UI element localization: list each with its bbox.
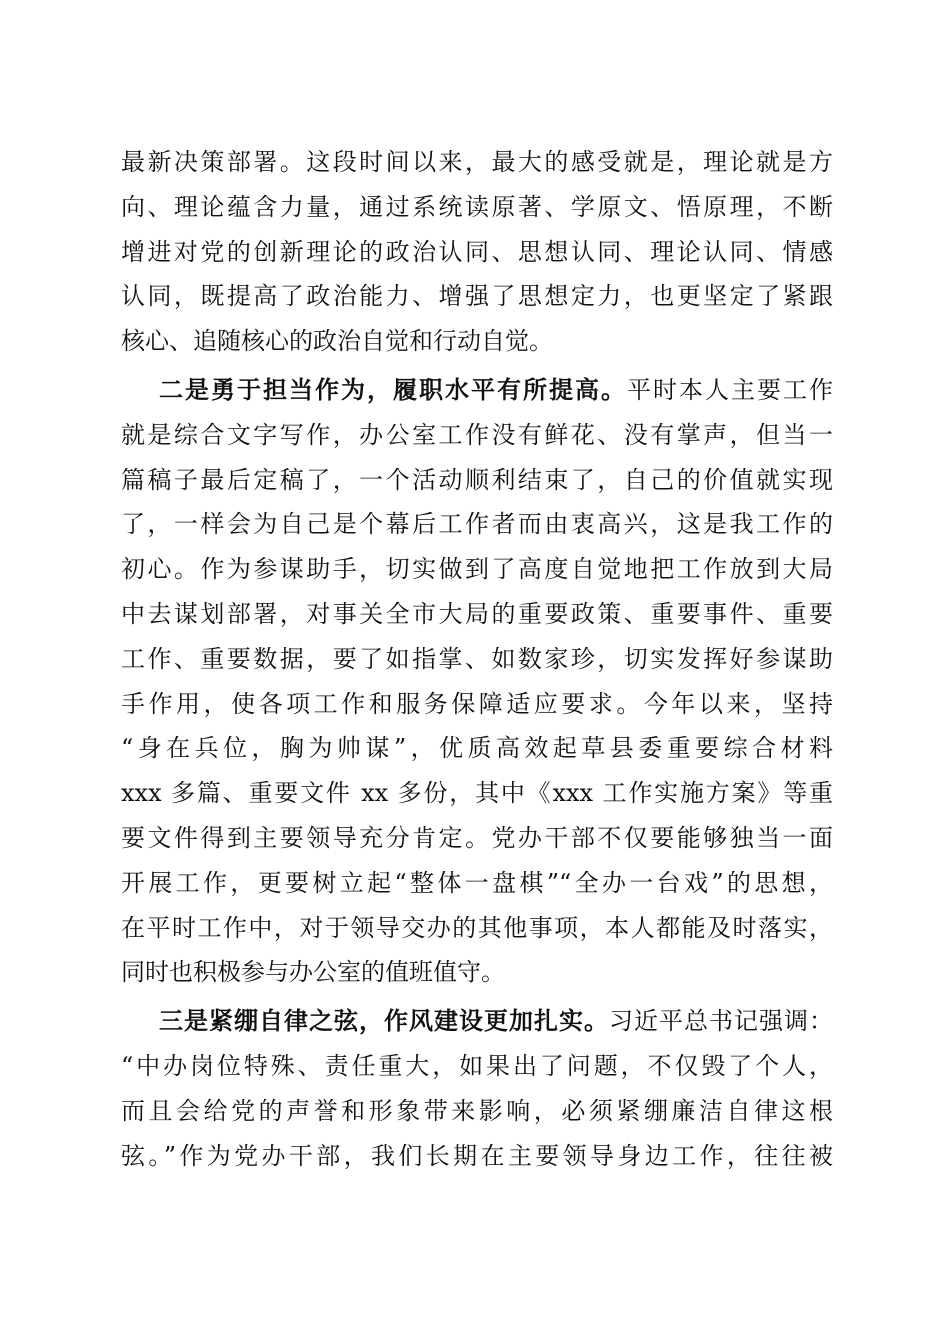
text-line: 就是综合文字写作，办公室工作没有鲜花、没有掌声，但当一 [121, 420, 833, 449]
text-line: 同时也积极参与办公室的值班值守。 [121, 958, 505, 987]
paragraph-heading: 三是紧绷自律之弦，作风建设更加扎实。 [159, 1007, 609, 1036]
paragraph-2 [121, 368, 833, 995]
text-line: 了，一样会为自己是个幕后工作者而由衷高兴，这是我工作的 [121, 510, 833, 539]
text-line: 手作用，使各项工作和服务保障适应要求。今年以来，坚持 [121, 689, 833, 718]
text-line: 最新决策部署。这段时间以来，最大的感受就是，理论就是方 [121, 148, 833, 176]
paragraph-first-line [121, 368, 833, 413]
text-line: 而且会给党的声誉和形象带来影响，必须紧绷廉洁自律这根 [121, 1096, 833, 1125]
text-line: “中办岗位特殊、责任重大，如果出了问题，不仅毁了个人， [121, 1051, 833, 1080]
paragraph-1 [121, 140, 833, 364]
paragraph-3 [121, 999, 833, 1178]
text-line: 认同，既提高了政治能力、增强了思想定力，也更坚定了紧跟 [121, 282, 833, 311]
text-line: 中去谋划部署，对事关全市大局的重要政策、重要事件、重要 [121, 599, 833, 628]
text-line: 弦。”作为党办干部，我们长期在主要领导身边工作，往往被 [121, 1141, 833, 1170]
text-line: xxx 多篇、重要文件 xx 多份，其中《xxx 工作实施方案》等重 [121, 779, 833, 808]
text-line: 在平时工作中，对于领导交办的其他事项，本人都能及时落实， [121, 913, 833, 942]
text-line: 核心、追随核心的政治自觉和行动自觉。 [121, 327, 553, 356]
text-line: 开展工作，更要树立起“整体一盘棋”“全办一台戏”的思想， [121, 868, 833, 897]
paragraph-heading: 二是勇于担当作为，履职水平有所提高。 [159, 375, 627, 404]
text-line: “身在兵位，胸为帅谋”，优质高效起草县委重要综合材料 [121, 734, 833, 763]
text-line: 增进对党的创新理论的政治认同、思想认同、理论认同、情感 [121, 237, 833, 266]
text-span: 习近平总书记强调： [609, 1007, 833, 1036]
text-line: 篇稿子最后定稿了，一个活动顺利结束了，自己的价值就实现 [121, 465, 833, 494]
text-line: 要文件得到主要领导充分肯定。党办干部不仅要能够独当一面 [121, 823, 833, 852]
document-page [121, 140, 833, 1178]
text-line: 工作、重要数据，要了如指掌、如数家珍，切实发挥好参谋助 [121, 644, 833, 673]
text-line: 初心。作为参谋助手，切实做到了高度自觉地把工作放到大局 [121, 555, 833, 584]
paragraph-first-line [121, 999, 833, 1044]
text-line: 向、理论蕴含力量，通过系统读原著、学原文、悟原理，不断 [121, 192, 833, 221]
text-span: 平时本人主要工作 [627, 375, 833, 404]
